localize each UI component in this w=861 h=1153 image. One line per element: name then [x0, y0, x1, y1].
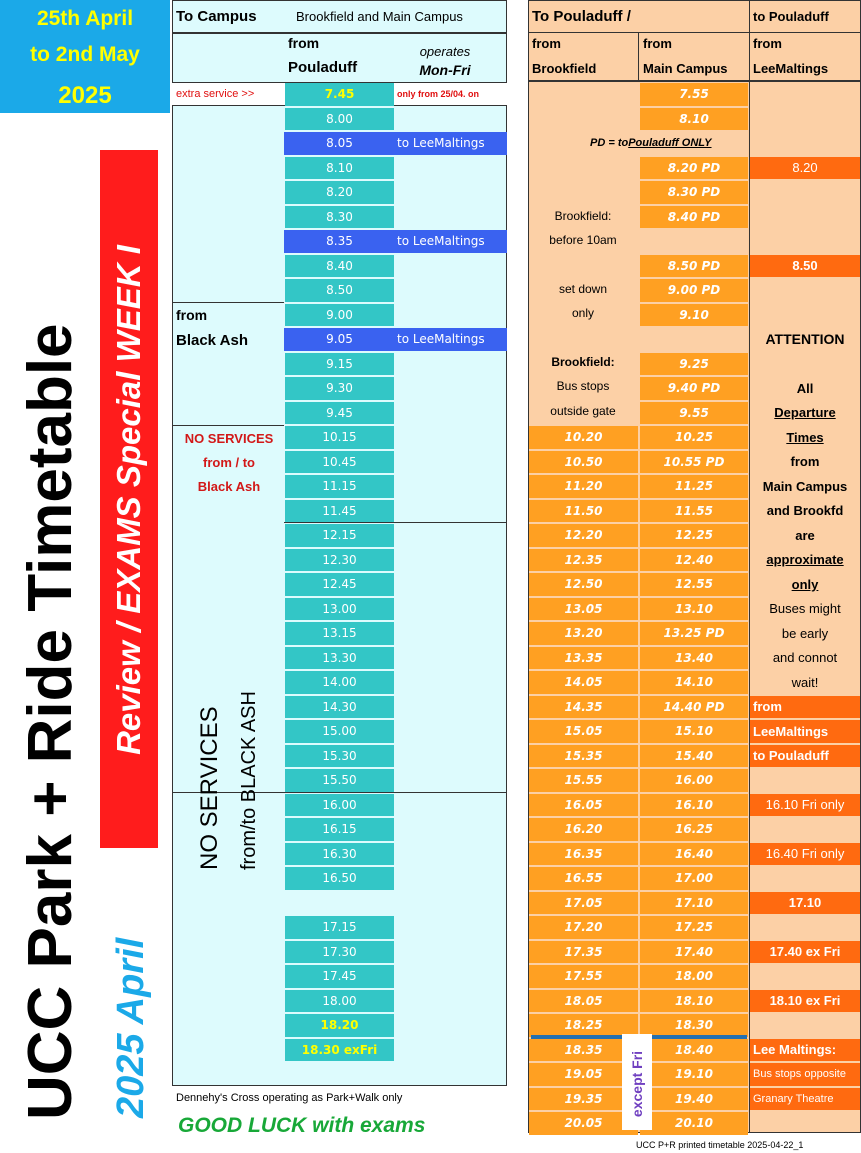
brookfield-departure: 19.35 [529, 1088, 638, 1111]
extra-service-label: extra service >> [176, 88, 255, 100]
departure-time: 15.50 [285, 769, 394, 792]
month-label: 2025 April [110, 937, 152, 1118]
departure-time: 16.00 [285, 794, 394, 817]
brookfield-departure: 17.05 [529, 892, 638, 915]
leemaltings-departure: 18.10 ex Fri [750, 990, 860, 1013]
brookfield-departure: 16.55 [529, 867, 638, 890]
from-leemaltings-b: LeeMaltings [753, 60, 829, 76]
main-campus-departure: 10.55 PD [640, 451, 748, 474]
banner-text: Review / EXAMS Special WEEK I [110, 245, 147, 755]
departure-time: 15.30 [285, 745, 394, 768]
departure-time: 16.15 [285, 818, 394, 841]
date-line-2: to 2nd May [30, 43, 140, 66]
departure-time: 13.00 [285, 598, 394, 621]
departure-time: 8.00 [285, 108, 394, 131]
brookfield-departure: 13.05 [529, 598, 638, 621]
brookfield-departure: 14.05 [529, 671, 638, 694]
departure-time: 14.30 [285, 696, 394, 719]
main-campus-departure: 18.30 [640, 1014, 748, 1037]
departure-time: 16.30 [285, 843, 394, 866]
main-campus-departure: 19.10 [640, 1063, 748, 1086]
brookfield-departure: 15.55 [529, 769, 638, 792]
brookfield-departure: 17.20 [529, 916, 638, 939]
departure-time: 9.15 [285, 353, 394, 376]
main-campus-departure: 16.10 [640, 794, 748, 817]
operates-label: operates [419, 43, 471, 59]
main-campus-departure: 18.00 [640, 965, 748, 988]
main-campus-departure: 12.25 [640, 524, 748, 547]
brookfield-note-line: Brookfield: [554, 209, 612, 223]
inbound-header-divider-2 [528, 80, 861, 82]
section-divider-1 [284, 522, 507, 523]
attention-line: Main Campus [762, 478, 848, 494]
attention-line: wait! [791, 674, 819, 690]
to-campus-header: To Campus [176, 7, 257, 25]
mon-fri-label: Mon-Fri [419, 62, 471, 78]
date-line-1: 25th April [36, 7, 134, 30]
main-campus-departure: 12.40 [640, 549, 748, 572]
main-campus-departure: 8.30 PD [640, 181, 748, 204]
pd-note-only: Pouladuff ONLY [628, 137, 712, 149]
departure-time: 10.15 [285, 426, 394, 449]
from-lee-line: from [750, 696, 860, 719]
good-luck: GOOD LUCK with exams [178, 1114, 426, 1137]
departure-time: 8.10 [285, 157, 394, 180]
brookfield-departure: 18.05 [529, 990, 638, 1013]
main-campus-departure: 13.25 PD [640, 622, 748, 645]
no-services-vertical: NO SERVICES [196, 706, 223, 870]
attention-line: All [796, 380, 814, 396]
main-campus-departure: 13.40 [640, 647, 748, 670]
from-brookfield-b: Brookfield [532, 60, 597, 76]
from-lee-line: LeeMaltings [750, 720, 860, 743]
attention-line: from [790, 454, 820, 470]
to-pouladuff-header: To Pouladuff / [532, 7, 631, 25]
leemaltings-note: to LeeMaltings [397, 136, 485, 151]
main-title: UCC Park + Ride Timetable [16, 323, 85, 1120]
main-campus-departure: 15.10 [640, 720, 748, 743]
leemaltings-departure: 16.40 Fri only [750, 843, 860, 866]
departure-time: 14.00 [285, 671, 394, 694]
departure-time: 11.15 [285, 475, 394, 498]
attention-line: approximate [766, 552, 844, 568]
leemaltings-departure: 8.20 [750, 157, 860, 180]
main-campus-departure: 9.25 [640, 353, 748, 376]
leemaltings-departure: 8.50 [750, 255, 860, 278]
attention-line: Departure [774, 405, 836, 421]
from-black-ash-divider [172, 302, 284, 303]
from-main-campus-b: Main Campus [643, 60, 728, 76]
attention-line: Buses might [769, 601, 841, 617]
only-from-note: only from 25/04. on [397, 89, 480, 99]
brookfield-departure: 10.20 [529, 426, 638, 449]
from-leemaltings-a: from [753, 35, 782, 51]
main-campus-departure: 8.10 [640, 108, 748, 131]
from-brookfield-a: from [532, 35, 561, 51]
main-campus-departure: 17.40 [640, 941, 748, 964]
departure-time: 9.05 [285, 328, 394, 351]
leemaltings-note: to LeeMaltings [397, 234, 485, 249]
attention-line: only [791, 576, 819, 592]
brookfield-note-line: Bus stops [556, 379, 610, 393]
attention-line: Times [786, 429, 824, 445]
brookfield-departure: 10.50 [529, 451, 638, 474]
main-campus-departure: 11.55 [640, 500, 748, 523]
departure-time: 9.30 [285, 377, 394, 400]
attention-line: are [795, 527, 815, 543]
departure-time: 18.00 [285, 990, 394, 1013]
departure-time: 10.45 [285, 451, 394, 474]
no-services-label: NO SERVICES [184, 430, 274, 446]
departure-time: 9.45 [285, 402, 394, 425]
main-campus-departure: 8.20 PD [640, 157, 748, 180]
departure-time: 17.30 [285, 941, 394, 964]
to-campus-destination: Brookfield and Main Campus [296, 8, 463, 24]
main-campus-departure: 12.55 [640, 573, 748, 596]
brookfield-departure: 14.35 [529, 696, 638, 719]
departure-time: 16.50 [285, 867, 394, 890]
black-ash-vertical: from/to BLACK ASH [238, 691, 260, 870]
brookfield-note-line: before 10am [549, 233, 617, 247]
main-campus-departure: 17.10 [640, 892, 748, 915]
brookfield-departure: 11.20 [529, 475, 638, 498]
brookfield-departure: 12.20 [529, 524, 638, 547]
main-campus-departure: 16.40 [640, 843, 748, 866]
brookfield-departure: 17.35 [529, 941, 638, 964]
departure-time: 11.45 [285, 500, 394, 523]
main-campus-departure: 17.00 [640, 867, 748, 890]
brookfield-departure: 13.20 [529, 622, 638, 645]
departure-time: 12.45 [285, 573, 394, 596]
inbound-col-divider [638, 32, 639, 82]
brookfield-note-line: only [571, 306, 594, 320]
departure-time: 9.00 [285, 304, 394, 327]
attention-line: ATTENTION [765, 331, 845, 348]
brookfield-departure: 17.55 [529, 965, 638, 988]
pd-note-prefix: PD = to [590, 137, 629, 149]
departure-time: 7.45 [285, 83, 394, 106]
brookfield-departure: 19.05 [529, 1063, 638, 1086]
lee-stop-line: Bus stops opposite [750, 1063, 860, 1086]
brookfield-departure: 16.20 [529, 818, 638, 841]
main-campus-departure: 18.40 [640, 1039, 748, 1062]
brookfield-departure: 13.35 [529, 647, 638, 670]
brookfield-departure: 15.35 [529, 745, 638, 768]
main-campus-departure: 16.00 [640, 769, 748, 792]
main-campus-departure: 9.55 [640, 402, 748, 425]
main-campus-departure: 11.25 [640, 475, 748, 498]
departure-time: 12.30 [285, 549, 394, 572]
brookfield-note-line: outside gate [550, 404, 616, 418]
leemaltings-departure: 17.10 [750, 892, 860, 915]
main-campus-departure: 7.55 [640, 83, 748, 106]
main-campus-departure: 9.00 PD [640, 279, 748, 302]
departure-time: 17.15 [285, 916, 394, 939]
departure-time: 18.30 exFri [285, 1039, 394, 1062]
brookfield-departure: 18.25 [529, 1014, 638, 1037]
main-campus-departure: 17.25 [640, 916, 748, 939]
departure-time: 8.20 [285, 181, 394, 204]
main-campus-departure: 18.10 [640, 990, 748, 1013]
departure-time: 13.15 [285, 622, 394, 645]
attention-line: be early [781, 625, 829, 641]
from-black-ash-a: from [176, 307, 208, 323]
brookfield-departure: 15.05 [529, 720, 638, 743]
from-label: from [288, 35, 320, 51]
to-pouladuff-header-2: to Pouladuff [753, 8, 829, 24]
main-campus-departure: 16.25 [640, 818, 748, 841]
pd-note [590, 133, 750, 153]
main-campus-departure: 14.40 PD [640, 696, 748, 719]
brookfield-departure: 12.35 [529, 549, 638, 572]
departure-time: 12.15 [285, 524, 394, 547]
departure-time: 17.45 [285, 965, 394, 988]
lee-stop-line: Lee Maltings: [750, 1039, 860, 1062]
pouladuff-label: Pouladuff [288, 58, 358, 76]
inbound-header-divider [528, 32, 861, 33]
main-campus-departure: 9.40 PD [640, 377, 748, 400]
brookfield-note-line: set down [558, 282, 608, 296]
brookfield-departure: 11.50 [529, 500, 638, 523]
main-campus-departure: 20.10 [640, 1112, 748, 1135]
from-main-campus-a: from [643, 35, 672, 51]
attention-line: and connot [772, 650, 838, 666]
departure-time: 8.35 [285, 230, 394, 253]
no-services-black-ash: Black Ash [197, 478, 261, 494]
leemaltings-note: to LeeMaltings [397, 332, 485, 347]
departure-time: 8.40 [285, 255, 394, 278]
leemaltings-departure: 17.40 ex Fri [750, 941, 860, 964]
main-campus-departure: 8.40 PD [640, 206, 748, 229]
main-campus-departure: 19.40 [640, 1088, 748, 1111]
brookfield-departure: 20.05 [529, 1112, 638, 1135]
brookfield-departure: 18.35 [529, 1039, 638, 1062]
departure-time: 13.30 [285, 647, 394, 670]
no-services-divider [172, 425, 284, 426]
main-campus-departure: 8.50 PD [640, 255, 748, 278]
brookfield-departure: 12.50 [529, 573, 638, 596]
departure-time: 8.05 [285, 132, 394, 155]
main-campus-departure: 9.10 [640, 304, 748, 327]
attention-line: and Brookfd [766, 503, 844, 519]
main-campus-departure: 13.10 [640, 598, 748, 621]
main-campus-departure: 10.25 [640, 426, 748, 449]
departure-time: 18.20 [285, 1014, 394, 1037]
date-year: 2025 [58, 82, 112, 109]
except-fri-label: except Fri [629, 1050, 645, 1118]
from-lee-line: to Pouladuff [750, 745, 860, 768]
departure-time: 8.50 [285, 279, 394, 302]
departure-time: 8.30 [285, 206, 394, 229]
footer-note: UCC P+R printed timetable 2025-04-22_1 [636, 1140, 804, 1150]
departure-time: 15.00 [285, 720, 394, 743]
brookfield-departure: 16.35 [529, 843, 638, 866]
main-campus-departure: 14.10 [640, 671, 748, 694]
main-campus-departure: 15.40 [640, 745, 748, 768]
from-black-ash-b: Black Ash [176, 331, 248, 349]
dennehys-note: Dennehy's Cross operating as Park+Walk only [176, 1092, 403, 1104]
brookfield-note-line: Brookfield: [551, 355, 615, 369]
brookfield-departure: 16.05 [529, 794, 638, 817]
no-services-from-to: from / to [203, 454, 255, 470]
lee-stop-line: Granary Theatre [750, 1088, 860, 1111]
leemaltings-departure: 16.10 Fri only [750, 794, 860, 817]
